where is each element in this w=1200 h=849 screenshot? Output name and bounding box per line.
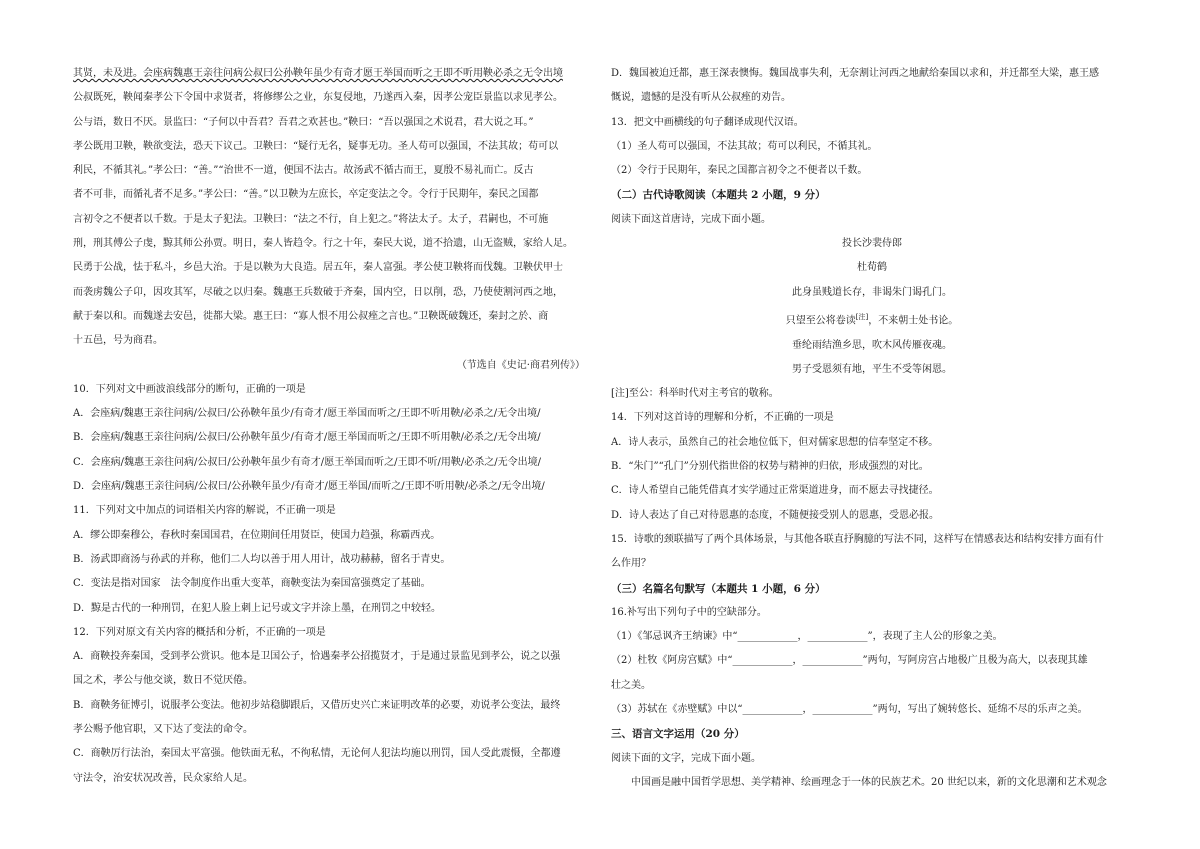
section-intro: 阅读下面这首唐诗，完成下面小题。 — [611, 213, 771, 225]
option-line[interactable]: C．会座病/魏惠王亲往问病/公叔曰/公孙鞅年虽少有奇才/愿王举国而听之/王即不听/用鞅/必杀之/无令出境/ — [73, 456, 541, 468]
fill-blank-item[interactable]: 壮之美。 — [611, 679, 651, 691]
poem-title: 投长沙裴侍郎 — [842, 238, 902, 250]
option-line[interactable]: 慨说，遗憾的是没有听从公叔痤的劝告。 — [611, 92, 791, 104]
question-line: 15．诗歌的颈联描写了两个具体场景，与其他各联直抒胸臆的写法不同，这样写在情感表达和结构安排方面有什 — [611, 533, 1104, 545]
passage-line: 孝公既用卫鞅，鞅欲变法，恐天下议己。卫鞅曰：“疑行无名，疑事无功。圣人苟可以强国，不法其故；苟可以 — [73, 140, 559, 152]
part-intro: 阅读下面的文字，完成下面小题。 — [611, 752, 761, 764]
option-line[interactable]: A．诗人表示，虽然自己的社会地位低下，但对儒家思想的信奉坚定不移。 — [611, 436, 939, 448]
part-heading: 三、语言文字运用（20 分） — [611, 728, 745, 741]
option-line[interactable]: D．魏国被迫迁都，惠王深表懊悔。魏国战事失利，无奈割让河西之地献给秦国以求和，并迁都至大梁，惠王感 — [611, 68, 1100, 79]
passage-source: （节选自《史记·商君列传》） — [456, 359, 585, 371]
question-line: 么作用？ — [611, 558, 651, 570]
reading-paragraph: 中国画是融中国哲学思想、美学精神、绘画理念于一体的民族艺术。20 世纪以来，新的文化思潮和艺术观念 — [631, 776, 1107, 788]
option-line[interactable]: 守法令，治安状况改善，民众家给人足。 — [73, 772, 253, 784]
question-line: 11．下列对文中加点的词语相关内容的解说，不正确一项是 — [73, 505, 336, 517]
question-line: 10．下列对文中画波浪线部分的断句，正确的一项是 — [73, 383, 306, 395]
option-line[interactable]: 孝公赐予他官职，又下达了变法的命令。 — [73, 724, 253, 736]
passage-line: 者不可非，而循礼者不足多。”孝公曰：“善。”以卫鞅为左庶长，卒定变法之令。令行于民期年，秦民之国都 — [73, 189, 539, 201]
poem-line-text: ，不来朝士处书论。 — [868, 315, 959, 327]
question-line: 13．把文中画横线的句子翻译成现代汉语。 — [611, 116, 804, 128]
passage-line: 言初令之不便者以千数。于是太子犯法。卫鞅曰：“法之不行，自上犯之。”将法太子。太子，君嗣也，不可施 — [73, 213, 549, 225]
poem-line: 此身虽贱道长存，非谒朱门谒孔门。 — [792, 286, 952, 298]
left-column — [73, 62, 591, 791]
option-line[interactable]: D．会座病/魏惠王亲往问病/公叔曰/公孙鞅年虽少/有奇才/愿王举国/而听之/王即不听用鞅/必杀之/无令出境/ — [73, 481, 545, 493]
poem-author: 杜荀鹤 — [857, 262, 887, 274]
option-line[interactable]: D．诗人表达了自己对待恩惠的态度，不随便接受别人的恩惠，受恩必报。 — [611, 509, 940, 521]
section-heading: （三）名篇名句默写（本题共 1 小题，6 分） — [611, 582, 826, 595]
passage-line: 其贤，未及进。会座病魏惠王亲往问病公叔曰公孙鞅年虽少有奇才愿王举国而听之王即不听用鞅必杀之无令出境 — [73, 68, 563, 79]
option-line[interactable]: A．商鞅投奔秦国，受到孝公赏识。他本是卫国公子，恰遇秦孝公招揽贤才，于是通过景监见到孝公，说之以强 — [73, 651, 561, 663]
option-line[interactable]: B．汤武即商汤与孙武的并称，他们二人均以善于用人用计，战功赫赫，留名于青史。 — [73, 553, 451, 565]
option-line[interactable]: C．变法是指对国家 法令制度作出重大变革，商鞅变法为秦国富强奠定了基础。 — [73, 578, 431, 590]
section-heading: （二）古代诗歌阅读（本题共 2 小题，9 分） — [611, 189, 826, 202]
passage-line: 十五邑，号为商君。 — [73, 335, 163, 347]
right-column — [611, 62, 1133, 795]
option-line[interactable]: B．会座病/魏惠王亲往问病/公叔曰/公孙鞅年虽少/有奇才/愿王举国而听之/王即不听用鞅/必杀之/无令出境/ — [73, 432, 541, 444]
fill-blank-item[interactable]: （3）苏轼在《赤壁赋》中以“____________，____________”两句，写出了婉转悠长、延绵不尽的乐声之美。 — [611, 704, 1088, 716]
passage-line: 公叔既死，鞅闻秦孝公下令国中求贤者，将修缪公之业，东复侵地，乃遂西入秦，因孝公宠臣景监以求见孝公。 — [73, 92, 563, 104]
passage-line: 而袭虏魏公子卬，因攻其军，尽破之以归秦。魏惠王兵数破于齐秦，国内空，日以削，恐，乃使使割河西之地， — [73, 286, 563, 298]
translate-item: （2）令行于民期年，秦民之国都言初令之不便者以千数。 — [611, 165, 868, 177]
note-marker: [注] — [855, 312, 869, 321]
option-line[interactable]: B．商鞅务征博引，说服孝公变法。他初步站稳脚跟后，又借历史兴亡来证明改革的必要，劝说孝公变法，最终 — [73, 699, 561, 711]
option-line[interactable]: B．“朱门”“孔门”分别代指世俗的权势与精神的归依，形成强烈的对比。 — [611, 461, 929, 473]
option-line[interactable]: 国之术，孝公与他交谈，数日不觉厌倦。 — [73, 675, 253, 687]
passage-line: 公与语，数日不厌。景监曰：“子何以中吾君？吾君之欢甚也。”鞅曰：“吾以强国之术说君，君大说之耳。” — [73, 116, 534, 128]
fill-blank-item[interactable]: （1）《邹忌讽齐王纳谏》中“____________，____________”，表现了主人公的形象之美。 — [611, 631, 1003, 643]
poem-line: 垂纶雨结渔乡思，吹木风传雁夜魂。 — [792, 339, 952, 351]
question-line: 16.补写出下列句子中的空缺部分。 — [611, 606, 767, 618]
poem-note: [注]至公：科举时代对主考官的敬称。 — [611, 388, 779, 400]
option-line[interactable]: D．黥是古代的一种刑罚，在犯人脸上刺上记号或文字并涂上墨，在刑罚之中较轻。 — [73, 602, 442, 614]
fill-blank-item[interactable]: （2）杜牧《阿房宫赋》中“____________，____________”两句，写阿房宫占地极广且极为高大，以表现其雄 — [611, 655, 1088, 667]
option-line[interactable]: C．诗人希望自己能凭借真才实学通过正常渠道进身，而不愿去寻找捷径。 — [611, 485, 939, 497]
question-line: 14．下列对这首诗的理解和分析，不正确的一项是 — [611, 412, 834, 424]
poem-line — [611, 305, 1133, 334]
passage-line: 刑，刑其傅公子虔，黥其师公孙贾。明日，秦人皆趋令。行之十年，秦民大说，道不拾遗，山无盗贼，家给人足。 — [73, 238, 573, 250]
option-line[interactable]: A．会座病/魏惠王亲往问病/公叔曰/公孙鞅年虽少/有奇才/愿王举国而听之/王即不听用鞅/必杀之/无令出境/ — [73, 408, 541, 420]
passage-line: 献于秦以和。而魏遂去安邑，徙都大梁。惠王曰：“寡人恨不用公叔痤之言也。”卫鞅既破魏还，秦封之於、商 — [73, 310, 549, 322]
poem-line-text: 只望至公将卷读 — [785, 315, 856, 327]
question-line: 12．下列对原文有关内容的概括和分析，不正确的一项是 — [73, 626, 326, 638]
option-line[interactable]: C．商鞅厉行法治，秦国太平富强。他铁面无私，不徇私情，无论何人犯法均施以刑罚，国人受此震慑，全都遵 — [73, 748, 561, 760]
poem-line: 男子受恩须有地，平生不受等闲恩。 — [792, 363, 952, 375]
passage-line: 民勇于公战，怯于私斗，乡邑大治。于是以鞅为大良造。居五年，秦人富强。孝公使卫鞅将而伐魏。卫鞅伏甲士 — [73, 262, 563, 274]
option-line[interactable]: A．缪公即秦穆公，春秋时秦国国君，在位期间任用贤臣，使国力趋强，称霸西戎。 — [73, 529, 441, 541]
passage-line: 利民，不循其礼。”孝公曰：“善。”“治世不一道，便国不法古。故汤武不循古而王，夏殷不易礼而亡。反古 — [73, 165, 534, 177]
translate-item: （1）圣人苟可以强国，不法其故；苟可以利民，不循其礼。 — [611, 140, 878, 152]
